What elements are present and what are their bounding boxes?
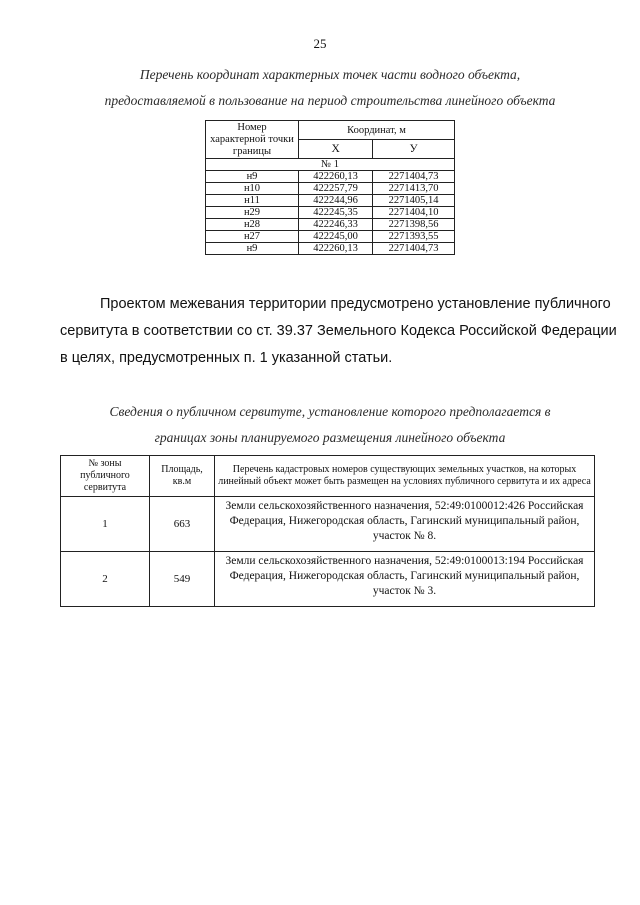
point-cell: н11 (206, 195, 299, 207)
table-row (206, 195, 455, 207)
servitude-caption-line-2: границах зоны планируемого размещения линейного объекта (154, 430, 506, 445)
point-cell: н29 (206, 207, 299, 219)
header-x: Х (299, 140, 373, 159)
paragraph-line-1: Проектом межевания территории предусмотрено установление публичного (100, 296, 611, 312)
paragraph-line-2: сервитута в соответствии со ст. 39.37 Земельного Кодекса Российской Федерации (60, 323, 617, 339)
header-point-number: Номер характерной точки границы (206, 121, 299, 159)
x-cell: 422260,13 (299, 243, 373, 255)
table-row (206, 207, 455, 219)
y-cell: 2271413,70 (373, 183, 455, 195)
y-cell: 2271398,56 (373, 219, 455, 231)
servitude-paragraph (60, 291, 617, 372)
parcel-description-cell: Земли сельскохозяйственного назначения, 52:49:0100012:426 Российская Федерация, Нижегородская область, Гагинский муниципальный район, участок № 8. (215, 497, 595, 552)
point-cell: н9 (206, 171, 299, 183)
table-row (206, 231, 455, 243)
point-cell: н10 (206, 183, 299, 195)
point-cell: н9 (206, 243, 299, 255)
table-row (206, 243, 455, 255)
x-cell: 422257,79 (299, 183, 373, 195)
x-cell: 422260,13 (299, 171, 373, 183)
section-label: № 1 (206, 159, 455, 171)
x-cell: 422245,00 (299, 231, 373, 243)
table-row (61, 552, 595, 607)
y-cell: 2271404,73 (373, 243, 455, 255)
header-y: У (373, 140, 455, 159)
servitude-caption-line-1: Сведения о публичном сервитуте, установление которого предполагается в (109, 404, 551, 419)
area-cell: 549 (150, 552, 215, 607)
header-zone: № зоны публичного сервитута (61, 456, 150, 497)
parcel-description-cell: Земли сельскохозяйственного назначения, 52:49:0100013:194 Российская Федерация, Нижегородская область, Гагинский муниципальный район, участок № 3. (215, 552, 595, 607)
x-cell: 422245,35 (299, 207, 373, 219)
coords-caption-line-1: Перечень координат характерных точек части водного объекта, (139, 67, 521, 82)
y-cell: 2271404,73 (373, 171, 455, 183)
header-parcel-list: Перечень кадастровых номеров существующих земельных участков, на которых линейный объект может быть размещен на условиях публичного сервитута и их адреса (215, 456, 595, 497)
zone-cell: 2 (61, 552, 150, 607)
servitude-table (60, 455, 595, 607)
table-row (61, 497, 595, 552)
table-row (206, 219, 455, 231)
x-cell: 422244,96 (299, 195, 373, 207)
coordinates-table (205, 120, 455, 255)
x-cell: 422246,33 (299, 219, 373, 231)
area-cell: 663 (150, 497, 215, 552)
table-row (206, 183, 455, 195)
header-area: Площадь, кв.м (150, 456, 215, 497)
y-cell: 2271405,14 (373, 195, 455, 207)
paragraph-line-3: в целях, предусмотренных п. 1 указанной статьи. (60, 350, 393, 366)
y-cell: 2271393,55 (373, 231, 455, 243)
header-coordinates: Координат, м (299, 121, 455, 140)
point-cell: н27 (206, 231, 299, 243)
coords-caption-line-2: предоставляемой в пользование на период строительства линейного объекта (104, 93, 556, 108)
zone-cell: 1 (61, 497, 150, 552)
point-cell: н28 (206, 219, 299, 231)
page-number: 25 (313, 36, 327, 51)
y-cell: 2271404,10 (373, 207, 455, 219)
table-row (206, 171, 455, 183)
